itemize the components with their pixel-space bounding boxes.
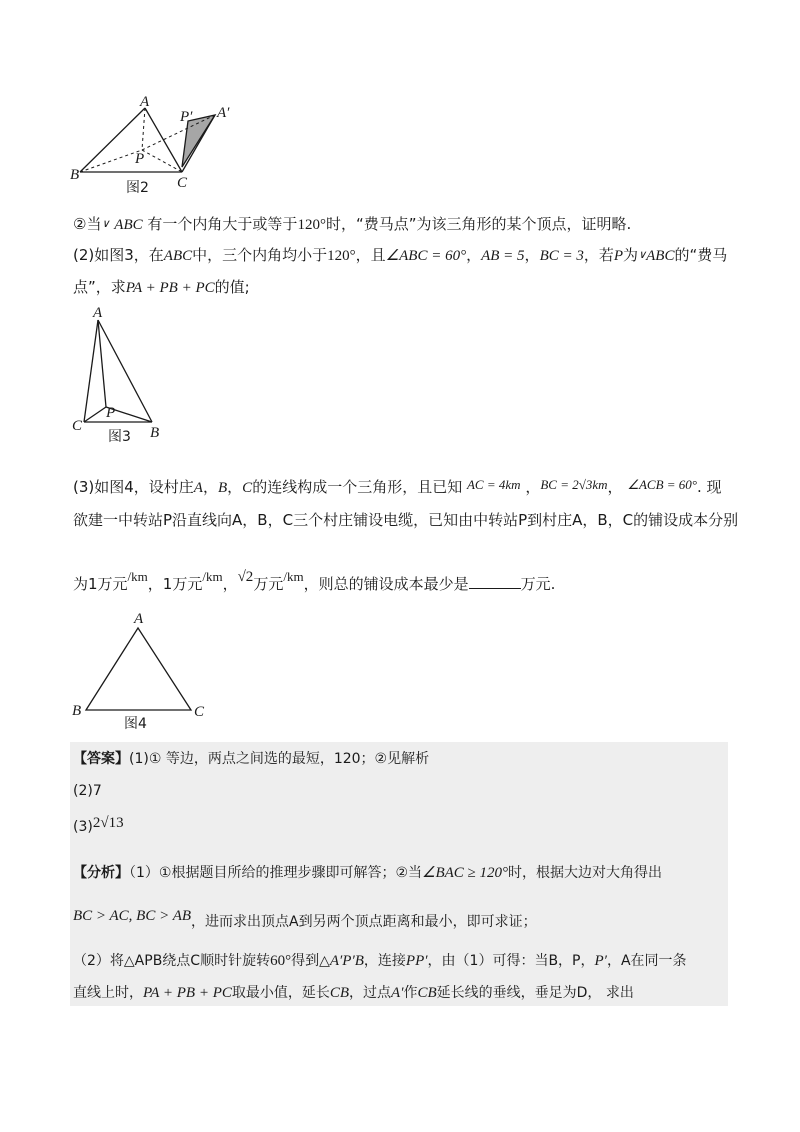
math: BC = 3: [539, 248, 584, 264]
question-3-line-2: 欲建一中转站P沿直线向A，B，C三个村庄铺设电缆，已知由中转站P到村庄A，B，C的铺设成本分别: [73, 511, 739, 529]
text: ，连接: [363, 953, 406, 969]
text: . 现: [697, 478, 722, 496]
text: 万元.: [520, 575, 556, 593]
text: ，由（1）可得：当B，P，: [427, 953, 595, 969]
text: 得到△: [291, 953, 330, 969]
answer-blank[interactable]: [469, 574, 521, 589]
math: PA + PB + PC: [125, 280, 215, 296]
text: 时，根据大边对大角得出: [508, 865, 663, 881]
label-A: A: [134, 611, 144, 627]
text: 取最小值，延长: [231, 985, 330, 1001]
unit: /km: [202, 569, 223, 584]
analysis-label: 【分析】: [73, 865, 129, 881]
math: AC = 4km: [466, 477, 521, 492]
math: √2: [237, 569, 254, 585]
text: 为1万元: [73, 575, 128, 593]
text: 时，“费马点”为该三角形的某个顶点，证明略.: [325, 215, 632, 233]
text: ，: [525, 478, 541, 496]
text: ，且: [355, 246, 386, 264]
text: ，: [202, 478, 218, 496]
text: (3): [73, 819, 93, 835]
text: ，A在同一条: [606, 953, 687, 969]
math: CB: [417, 985, 437, 1001]
math: B: [217, 480, 228, 496]
figure-4-drawing: [70, 610, 215, 735]
label-P-prime: P′: [180, 109, 193, 125]
math: A′P′B: [329, 953, 364, 969]
math: BC > AC, BC > AB: [73, 908, 192, 924]
label-B: B: [150, 425, 160, 441]
text: ，: [607, 478, 623, 496]
math: ∠ACB = 60°: [627, 477, 697, 492]
figure-4: [70, 610, 215, 735]
figure-3-drawing: [70, 302, 180, 447]
math: 120°: [297, 217, 326, 233]
question-1-part-2: ②当∨ ABC 有一个内角大于或等于120°时，“费马点”为该三角形的某个顶点，证明略.: [73, 215, 632, 233]
question-2-line-2: [73, 276, 250, 299]
analysis-line-4: [73, 982, 634, 1004]
math: P: [613, 248, 624, 264]
label-C: C: [194, 704, 205, 720]
text: (2)如图3，在: [73, 246, 164, 264]
text: 延长线的垂线，垂足为D， 求出: [436, 985, 634, 1001]
text: (3)如图4，设村庄: [73, 478, 194, 496]
figure-caption: 图3: [108, 429, 131, 445]
unit: /km: [127, 569, 148, 584]
math: A: [193, 480, 203, 496]
figure-2: [70, 95, 250, 195]
text: ，1万元: [147, 575, 203, 593]
label-B: B: [72, 703, 82, 719]
text: 万元: [253, 575, 284, 593]
answer-line-2: (2)7: [73, 783, 102, 799]
label-C: C: [72, 418, 83, 434]
text: 的连线构成一个三角形，且已知: [252, 478, 463, 496]
text: 有一个内角大于或等于: [147, 215, 298, 233]
question-3-line-1: [73, 474, 722, 499]
text: ，进而求出顶点A到另两个顶点距离和最小，即可求证；: [191, 914, 537, 930]
text: 为: [623, 246, 639, 264]
figure-3: [70, 302, 180, 447]
math: ∠ABC = 60°: [385, 248, 467, 264]
question-2-line-1: (2)如图3，在ABC中，三个内角均小于120°，且∠ABC = 60°，AB = 5，BC = 3，若P为∨ABC的“费马: [73, 246, 728, 264]
math: C: [242, 480, 253, 496]
math: BC = 2√3km: [540, 477, 608, 492]
math: 2√13: [92, 815, 124, 831]
math: P′: [594, 953, 607, 969]
question-3-line-3: [73, 566, 555, 595]
figure-caption: 图4: [124, 716, 147, 732]
label-P: P: [135, 151, 145, 167]
text: 作: [403, 985, 418, 1001]
answer-line-1: [73, 748, 429, 770]
text: (1)① 等边，两点之间选的最短，120；②见解析: [129, 751, 430, 767]
math: 60°: [270, 953, 292, 969]
text: 的值;: [214, 278, 250, 296]
unit: /km: [283, 569, 304, 584]
math: CB: [329, 985, 350, 1001]
label-C: C: [177, 175, 188, 191]
figure-2-drawing: [70, 95, 250, 195]
math: A′: [391, 985, 404, 1001]
label-A: A: [140, 95, 150, 110]
label-A-prime: A′: [217, 105, 230, 121]
analysis-line-2: [73, 905, 537, 933]
text: 点”，求: [73, 278, 126, 296]
text: ，过点: [349, 985, 392, 1001]
label-B: B: [70, 167, 80, 183]
analysis-line-3: [73, 950, 687, 972]
text: ，: [524, 246, 540, 264]
figure-caption: 图2: [126, 180, 149, 195]
answer-line-3: [73, 812, 124, 838]
math: ABC: [114, 217, 143, 233]
text: ，: [466, 246, 482, 264]
text: ，: [222, 575, 238, 593]
math: PA + PB + PC: [143, 985, 232, 1001]
text: 直线上时，: [73, 985, 143, 1001]
math: 120°: [327, 248, 356, 264]
math: AB = 5: [481, 248, 525, 264]
label-P: P: [106, 405, 116, 421]
math: ABC: [163, 248, 193, 264]
text: ②当: [73, 215, 102, 233]
text: ，则总的铺设成本最少是: [303, 575, 469, 593]
label-A: A: [93, 305, 103, 321]
answer-label: 【答案】: [73, 751, 129, 767]
text: （2）将△APB绕点C顺时针旋转: [73, 953, 271, 969]
math: PP′: [405, 953, 428, 969]
text: ，: [227, 478, 243, 496]
math: ∠BAC ≥ 120°: [422, 865, 509, 881]
analysis-line-1: [73, 862, 662, 884]
text: ，若: [583, 246, 614, 264]
math: ABC: [646, 248, 675, 264]
text: 中，三个内角均小于: [192, 246, 328, 264]
text: （1）①根据题目所给的推理步骤即可解答；②当: [129, 865, 423, 881]
text: 的“费马: [674, 246, 728, 264]
